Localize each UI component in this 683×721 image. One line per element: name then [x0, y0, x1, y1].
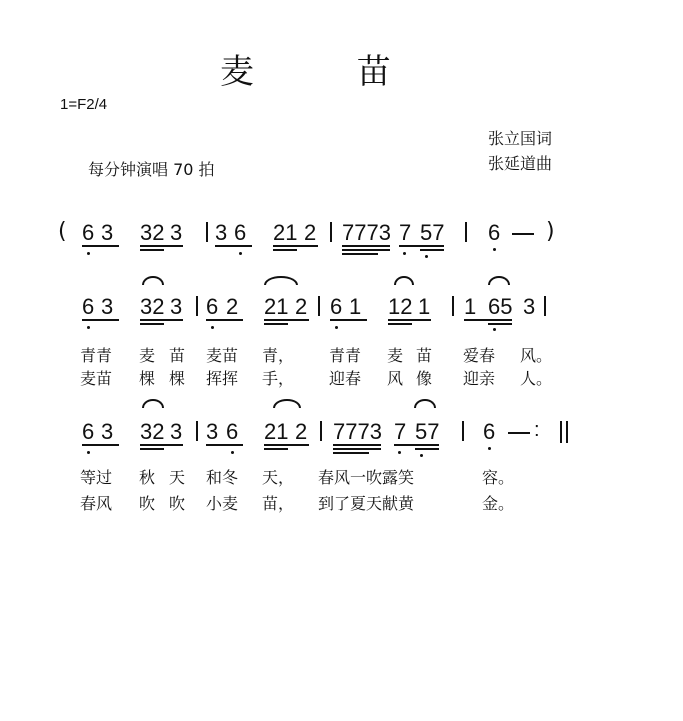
- barline: [544, 296, 546, 316]
- underline: [420, 249, 444, 251]
- underline: [82, 245, 119, 247]
- dash: [512, 233, 534, 235]
- underline: [82, 319, 119, 321]
- low-octave-dot: [335, 326, 338, 329]
- underline: [273, 249, 297, 251]
- note: 7773: [342, 220, 391, 245]
- note: 3: [101, 419, 114, 444]
- lyric: 等过: [80, 468, 113, 487]
- underline: [342, 249, 390, 251]
- barline: [462, 421, 464, 441]
- note: 6: [488, 220, 501, 245]
- barline: [196, 296, 198, 316]
- lyric: 麦: [139, 346, 156, 365]
- note: 32: [140, 294, 165, 319]
- slur: [142, 399, 164, 408]
- underline: [394, 444, 439, 446]
- note: 1: [349, 294, 362, 319]
- slur: [273, 399, 301, 408]
- low-octave-dot: [403, 252, 406, 255]
- note: 6: [206, 294, 219, 319]
- low-octave-dot: [398, 451, 401, 454]
- underline: [333, 444, 381, 446]
- lyric: 青青: [329, 346, 362, 365]
- song-title: 麦 苗: [220, 52, 437, 92]
- barline: [452, 296, 454, 316]
- lyric: 迎春: [329, 369, 362, 388]
- underline: [140, 323, 164, 325]
- lyric: 天: [169, 468, 186, 487]
- low-octave-dot: [493, 328, 496, 331]
- low-octave-dot: [493, 248, 496, 251]
- lyric: 苗: [169, 346, 186, 365]
- underline: [140, 448, 164, 450]
- lyric: 棵: [139, 369, 156, 388]
- lyric: 吹: [169, 494, 186, 513]
- note: 6: [226, 419, 239, 444]
- underline: [333, 448, 381, 450]
- note: 6: [330, 294, 343, 319]
- repeat-barline: [560, 421, 562, 443]
- note: 3: [523, 294, 536, 319]
- underline: [264, 319, 309, 321]
- low-octave-dot: [488, 447, 491, 450]
- note: 21: [273, 220, 298, 245]
- note: 3: [170, 220, 183, 245]
- underline: [273, 245, 318, 247]
- underline: [342, 245, 390, 247]
- underline: [333, 452, 369, 454]
- key-signature: 1=F2/4: [60, 96, 108, 113]
- tempo-marking: 每分钟演唱 70 拍: [88, 160, 215, 179]
- underline: [140, 444, 183, 446]
- underline: [488, 323, 512, 325]
- close-paren: ): [546, 219, 555, 244]
- composer-credit: 张延道曲: [488, 154, 553, 173]
- note: 3: [206, 419, 219, 444]
- note: 2: [304, 220, 317, 245]
- barline: [318, 296, 320, 316]
- underline: [215, 245, 252, 247]
- slur: [394, 276, 414, 285]
- lyric: 春风一吹露笑: [318, 468, 415, 487]
- underline: [140, 249, 164, 251]
- note: 21: [264, 294, 289, 319]
- note: 57: [415, 419, 440, 444]
- underline: [330, 319, 367, 321]
- note: 12: [388, 294, 413, 319]
- underline: [140, 245, 183, 247]
- lyric: 麦苗: [80, 369, 113, 388]
- lyric: 麦: [387, 346, 404, 365]
- lyric: 苗，: [262, 494, 295, 513]
- barline: [330, 222, 332, 242]
- underline: [206, 444, 243, 446]
- note: 3: [170, 294, 183, 319]
- note: 6: [82, 220, 95, 245]
- low-octave-dot: [425, 255, 428, 258]
- lyric: 苗: [416, 346, 433, 365]
- low-octave-dot: [87, 252, 90, 255]
- note: 3: [170, 419, 183, 444]
- note: 2: [226, 294, 239, 319]
- underline: [82, 444, 119, 446]
- underline: [264, 323, 288, 325]
- note: 3: [101, 220, 114, 245]
- underline: [388, 323, 412, 325]
- lyric: 迎亲: [463, 369, 496, 388]
- note: 3: [101, 294, 114, 319]
- lyric: 金。: [482, 494, 515, 513]
- note: 2: [295, 294, 308, 319]
- lyric: 风: [387, 369, 404, 388]
- underline: [342, 253, 378, 255]
- note: 32: [140, 419, 165, 444]
- lyric: 小麦: [206, 494, 239, 513]
- underline: [464, 319, 512, 321]
- note: 7: [399, 220, 412, 245]
- note: 1: [464, 294, 477, 319]
- underline: [264, 444, 309, 446]
- repeat-dots: :: [534, 419, 540, 441]
- note: 6: [82, 294, 95, 319]
- underline: [264, 448, 288, 450]
- lyric: 天，: [262, 468, 295, 487]
- lyric: 爱春: [463, 346, 496, 365]
- note: 6: [483, 419, 496, 444]
- note: 32: [140, 220, 165, 245]
- lyric: 风。: [520, 346, 553, 365]
- lyric: 挥挥: [206, 369, 239, 388]
- slur: [488, 276, 510, 285]
- low-octave-dot: [87, 326, 90, 329]
- slur: [414, 399, 436, 408]
- low-octave-dot: [211, 326, 214, 329]
- barline: [465, 222, 467, 242]
- underline: [140, 319, 183, 321]
- underline: [206, 319, 243, 321]
- lyric: 像: [416, 369, 433, 388]
- repeat-barline: [566, 421, 568, 443]
- note: 7773: [333, 419, 382, 444]
- lyric: 棵: [169, 369, 186, 388]
- lyric: 吹: [139, 494, 156, 513]
- note: 21: [264, 419, 289, 444]
- lyric: 青，: [262, 346, 295, 365]
- lyric: 容。: [482, 468, 515, 487]
- note: 2: [295, 419, 308, 444]
- note: 57: [420, 220, 445, 245]
- low-octave-dot: [420, 454, 423, 457]
- barline: [320, 421, 322, 441]
- lyric: 春风: [80, 494, 113, 513]
- note: 3: [215, 220, 228, 245]
- dash: [508, 432, 530, 434]
- slur: [264, 276, 298, 285]
- lyric: 和冬: [206, 468, 239, 487]
- note: 6: [82, 419, 95, 444]
- underline: [399, 245, 444, 247]
- lyric: 人。: [520, 369, 553, 388]
- underline: [415, 448, 439, 450]
- slur: [142, 276, 164, 285]
- lyric: 青青: [80, 346, 113, 365]
- open-paren: (: [58, 219, 67, 244]
- barline: [206, 222, 208, 242]
- low-octave-dot: [87, 451, 90, 454]
- note: 7: [394, 419, 407, 444]
- note: 65: [488, 294, 513, 319]
- barline: [196, 421, 198, 441]
- lyric: 秋: [139, 468, 156, 487]
- lyric: 手，: [262, 369, 295, 388]
- lyric: 到了夏天献黄: [318, 494, 415, 513]
- lyricist-credit: 张立国词: [488, 129, 553, 148]
- lyric: 麦苗: [206, 346, 239, 365]
- underline: [388, 319, 431, 321]
- low-octave-dot: [239, 252, 242, 255]
- note: 1: [418, 294, 431, 319]
- note: 6: [234, 220, 247, 245]
- low-octave-dot: [231, 451, 234, 454]
